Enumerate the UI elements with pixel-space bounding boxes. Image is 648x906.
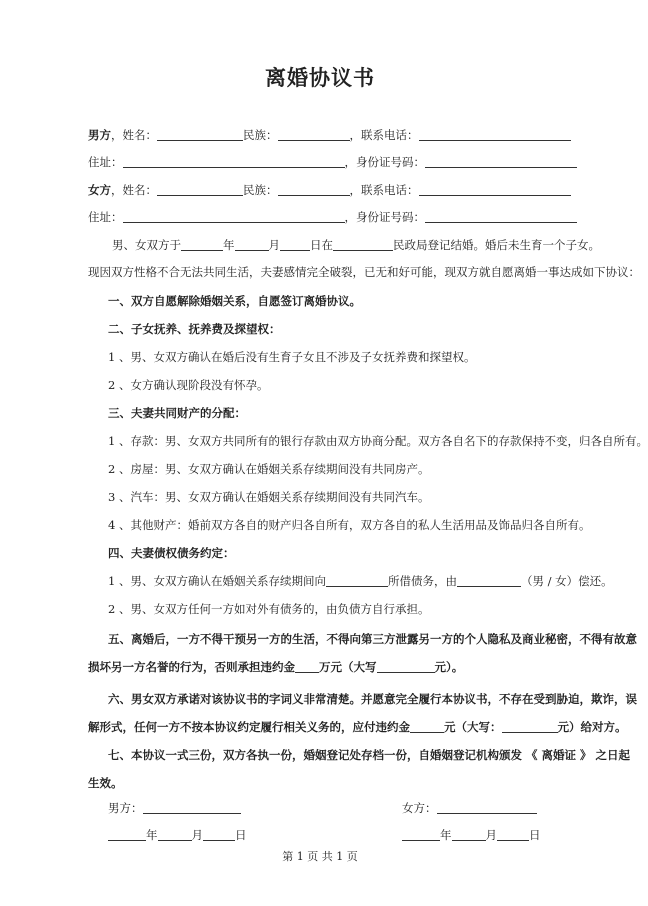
female-sign-year-label: 年 <box>440 828 452 842</box>
female-id-label: ，身份证号码： <box>344 210 425 224</box>
section-2-item-1: 1 、男、女双方确认在婚后没有生育子女且不涉及子女抚养费和探望权。 <box>108 350 476 364</box>
s5-text-b: 万元（大写 <box>319 660 377 674</box>
male-signature-label: 男方： <box>108 801 143 815</box>
male-signature <box>108 800 241 816</box>
female-info-row <box>88 182 552 198</box>
female-name-field[interactable] <box>157 183 243 196</box>
male-sign-month-field[interactable] <box>158 828 192 841</box>
document-title: 离婚协议书 <box>265 66 375 90</box>
female-id-field[interactable] <box>425 210 577 223</box>
marriage-day-field[interactable] <box>280 238 310 251</box>
female-signature-field[interactable] <box>437 801 537 814</box>
section-3-heading: 三、夫妻共同财产的分配： <box>108 406 246 420</box>
female-signature-label: 女方： <box>402 801 437 815</box>
male-ethnicity-field[interactable] <box>278 128 350 141</box>
intro-text-a: 男、女双方于 <box>112 238 181 252</box>
intro-marriage-line <box>112 237 600 253</box>
male-id-field[interactable] <box>425 155 577 168</box>
marriage-month-field[interactable] <box>235 238 269 251</box>
male-phone-field[interactable] <box>419 128 571 141</box>
section-2-heading: 二、子女抚养、抚养费及探望权： <box>108 322 281 336</box>
section-3-item-1: 1 、存款：男、女双方共同所有的银行存款由双方协商分配。双方各自名下的存款保持不变，归各自所有。 <box>108 434 648 448</box>
intro-text-b: 民政局登记结婚。婚后未生育一个子女。 <box>393 238 600 252</box>
male-sign-day-field[interactable] <box>203 828 235 841</box>
intro-day-label: 日在 <box>310 238 333 252</box>
male-ethnicity-label: 民族： <box>243 128 278 142</box>
creditor-field[interactable] <box>326 574 388 587</box>
debt-text-b: 所借债务，由 <box>387 574 457 588</box>
section-7-line-1: 七、本协议一式三份，双方各执一份，婚姻登记处存档一份，自婚姻登记机构颁发 《 离婚证 》 之日起 <box>108 748 631 762</box>
male-name-label: ，姓名： <box>111 128 157 142</box>
section-1-heading: 一、双方自愿解除婚姻关系，自愿签订离婚协议。 <box>108 294 361 308</box>
male-sign-day-label: 日 <box>235 828 247 842</box>
female-address-label: 住址： <box>88 210 123 224</box>
debt-text-a: 1 、男、女双方确认在婚姻关系存续期间向 <box>108 574 326 588</box>
page-footer <box>0 848 640 864</box>
female-ethnicity-field[interactable] <box>278 183 350 196</box>
penalty-amount-field[interactable] <box>295 660 319 673</box>
section-6-line-2 <box>88 719 627 735</box>
female-sign-date <box>402 827 541 843</box>
female-address-row <box>88 209 552 225</box>
breach-amount-uppercase-field[interactable] <box>502 720 558 733</box>
male-name-field[interactable] <box>157 128 243 141</box>
male-address-label: 住址： <box>88 155 123 169</box>
male-sign-date <box>108 827 247 843</box>
section-3-item-4: 4 、其他财产：婚前双方各自的财产归各自所有，双方各自的私人生活用品及饰品归各自所有。 <box>108 518 591 532</box>
female-sign-month-field[interactable] <box>452 828 486 841</box>
section-4-item-1 <box>108 573 613 589</box>
male-label: 男方 <box>88 128 111 142</box>
s6-text-c: 元）给对方。 <box>557 720 627 734</box>
female-ethnicity-label: 民族： <box>243 183 278 197</box>
section-3-item-3: 3 、汽车：男、女双方确认在婚姻关系存续期间没有共同汽车。 <box>108 490 430 504</box>
section-6-line-1: 六、男女双方承诺对该协议书的字词义非常清楚。并愿意完全履行本协议书，不存在受到胁迫，欺诈，误 <box>108 692 637 706</box>
total-page-number: 1 <box>336 850 344 863</box>
s6-text-b: 元（大写： <box>444 720 502 734</box>
female-address-field[interactable] <box>123 210 345 223</box>
section-7-line-2: 生效。 <box>88 776 123 790</box>
section-4-item-2: 2 、男、女双方任何一方如对外有债务的，由负债方自行承担。 <box>108 602 430 616</box>
female-sign-month-label: 月 <box>485 828 497 842</box>
marriage-year-field[interactable] <box>181 238 223 251</box>
section-3-item-2: 2 、房屋：男、女双方确认在婚姻关系存续期间没有共同房产。 <box>108 462 430 476</box>
breach-amount-field[interactable] <box>410 720 444 733</box>
male-id-label: ，身份证号码： <box>344 155 425 169</box>
female-label: 女方 <box>88 183 111 197</box>
footer-prefix: 第 <box>282 850 294 863</box>
debt-text-c: （男 / 女）偿还。 <box>520 574 613 588</box>
male-phone-label: ，联系电话： <box>349 128 419 142</box>
female-sign-year-field[interactable] <box>402 828 440 841</box>
female-sign-day-field[interactable] <box>497 828 529 841</box>
s5-text-c: 元）。 <box>434 660 464 674</box>
male-info-row <box>88 127 552 143</box>
female-sign-day-label: 日 <box>529 828 541 842</box>
female-signature <box>402 800 537 816</box>
section-5-line-1: 五、离婚后，一方不得干预另一方的生活，不得向第三方泄露另一方的个人隐私及商业秘密，不得有故意 <box>108 632 637 646</box>
female-phone-field[interactable] <box>419 183 571 196</box>
intro-month-label: 月 <box>268 238 280 252</box>
debtor-field[interactable] <box>457 574 521 587</box>
penalty-amount-uppercase-field[interactable] <box>377 660 435 673</box>
s5-text-a: 损坏另一方名誉的行为，否则承担违约金 <box>88 660 295 674</box>
male-address-field[interactable] <box>123 155 345 168</box>
male-sign-month-label: 月 <box>191 828 203 842</box>
footer-middle: 页 共 <box>307 850 333 863</box>
section-4-heading: 四、夫妻债权债务约定： <box>108 546 235 560</box>
footer-suffix: 页 <box>346 850 358 863</box>
registry-office-field[interactable] <box>333 238 393 251</box>
intro-paragraph-2: 现因双方性格不合无法共同生活，夫妻感情完全破裂，已无和好可能，现双方就自愿离婚一事达成如下协议： <box>88 265 640 279</box>
s6-text-a: 解形式，任何一方不按本协议约定履行相关义务的，应付违约金 <box>88 720 410 734</box>
male-address-row <box>88 154 552 170</box>
intro-year-label: 年 <box>223 238 235 252</box>
section-2-item-2: 2 、女方确认现阶段没有怀孕。 <box>108 378 269 392</box>
current-page-number: 1 <box>296 850 304 863</box>
male-signature-field[interactable] <box>143 801 241 814</box>
male-sign-year-field[interactable] <box>108 828 146 841</box>
female-name-label: ，姓名： <box>111 183 157 197</box>
male-sign-year-label: 年 <box>146 828 158 842</box>
female-phone-label: ，联系电话： <box>349 183 419 197</box>
section-5-line-2 <box>88 659 552 675</box>
